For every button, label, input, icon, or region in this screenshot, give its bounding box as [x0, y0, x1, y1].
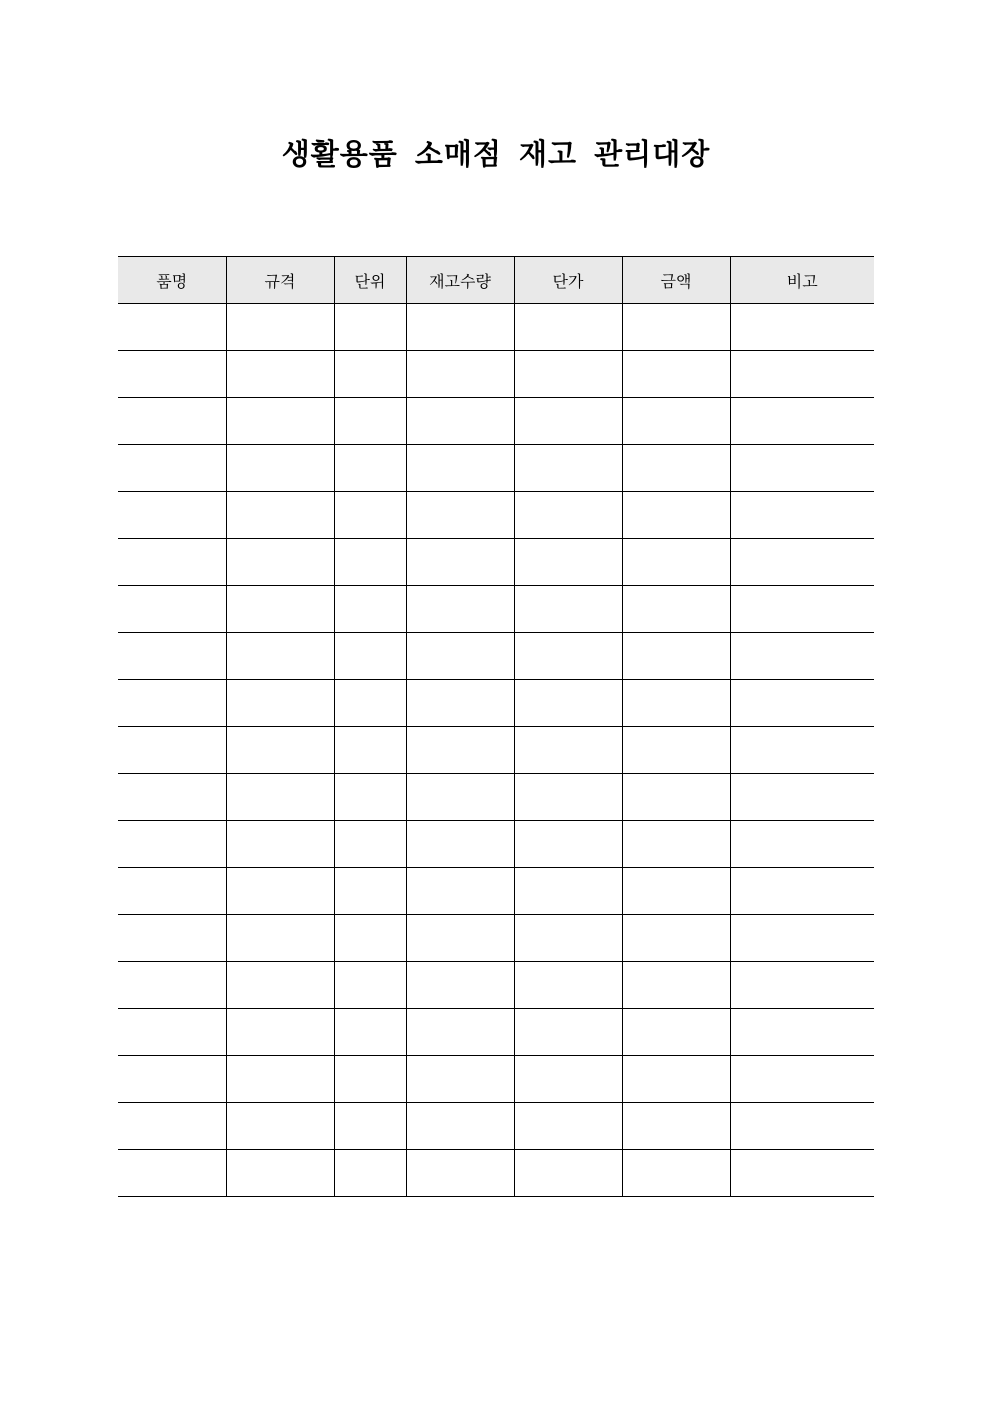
table-cell: [514, 586, 622, 633]
table-cell: [730, 821, 874, 868]
column-header-amount: 금액: [622, 257, 730, 304]
table-cell: [622, 680, 730, 727]
table-cell: [118, 1056, 226, 1103]
table-cell: [730, 915, 874, 962]
table-cell: [334, 633, 406, 680]
table-cell: [730, 398, 874, 445]
table-cell: [406, 962, 514, 1009]
table-cell: [334, 1103, 406, 1150]
column-header-remarks: 비고: [730, 257, 874, 304]
table-cell: [622, 445, 730, 492]
table-cell: [622, 539, 730, 586]
table-cell: [334, 1056, 406, 1103]
table-cell: [622, 492, 730, 539]
table-cell: [118, 821, 226, 868]
table-cell: [226, 398, 334, 445]
table-cell: [622, 774, 730, 821]
table-cell: [406, 304, 514, 351]
table-cell: [730, 445, 874, 492]
table-cell: [226, 539, 334, 586]
inventory-ledger-table: [118, 256, 874, 1197]
table-cell: [622, 1009, 730, 1056]
column-header-spec: 규격: [226, 257, 334, 304]
table-cell: [514, 398, 622, 445]
table-row: [118, 633, 874, 680]
table-cell: [514, 539, 622, 586]
table-row: [118, 1009, 874, 1056]
table-cell: [514, 962, 622, 1009]
table-cell: [406, 868, 514, 915]
table-row: [118, 1103, 874, 1150]
table-cell: [226, 774, 334, 821]
table-cell: [334, 774, 406, 821]
table-cell: [334, 304, 406, 351]
table-cell: [118, 539, 226, 586]
table-cell: [334, 1150, 406, 1197]
table-cell: [226, 727, 334, 774]
table-row: [118, 962, 874, 1009]
table-cell: [406, 586, 514, 633]
table-cell: [514, 1103, 622, 1150]
table-cell: [226, 351, 334, 398]
table-row: [118, 915, 874, 962]
table-cell: [730, 727, 874, 774]
table-cell: [406, 1056, 514, 1103]
table-cell: [406, 1103, 514, 1150]
table-row: [118, 492, 874, 539]
table-cell: [406, 915, 514, 962]
table-cell: [730, 586, 874, 633]
table-cell: [118, 774, 226, 821]
table-cell: [118, 445, 226, 492]
table-cell: [226, 1056, 334, 1103]
table-cell: [514, 727, 622, 774]
table-row: [118, 539, 874, 586]
table-cell: [118, 351, 226, 398]
table-cell: [622, 868, 730, 915]
table-cell: [730, 633, 874, 680]
table-cell: [730, 351, 874, 398]
table-row: [118, 821, 874, 868]
table-cell: [406, 539, 514, 586]
table-cell: [514, 492, 622, 539]
table-cell: [514, 821, 622, 868]
table-cell: [406, 351, 514, 398]
table-cell: [622, 727, 730, 774]
table-cell: [406, 680, 514, 727]
table-cell: [730, 1103, 874, 1150]
table-cell: [406, 1150, 514, 1197]
table-cell: [622, 633, 730, 680]
table-cell: [406, 821, 514, 868]
table-cell: [118, 680, 226, 727]
table-cell: [334, 351, 406, 398]
table-cell: [118, 1103, 226, 1150]
table-cell: [406, 398, 514, 445]
table-cell: [514, 351, 622, 398]
table-row: [118, 1150, 874, 1197]
table-cell: [118, 868, 226, 915]
table-cell: [514, 633, 622, 680]
table-cell: [730, 492, 874, 539]
table-cell: [118, 633, 226, 680]
table-row: [118, 445, 874, 492]
table-body: [118, 304, 874, 1197]
table-cell: [622, 351, 730, 398]
table-cell: [730, 962, 874, 1009]
document-title: 생활용품 소매점 재고 관리대장: [281, 137, 711, 171]
table-cell: [226, 915, 334, 962]
table-cell: [118, 962, 226, 1009]
table-cell: [622, 1103, 730, 1150]
table-cell: [118, 304, 226, 351]
table-cell: [730, 1056, 874, 1103]
table-cell: [406, 727, 514, 774]
table-cell: [406, 633, 514, 680]
table-row: [118, 680, 874, 727]
table-cell: [730, 1009, 874, 1056]
column-header-unit: 단위: [334, 257, 406, 304]
table-cell: [226, 1150, 334, 1197]
table-cell: [622, 1150, 730, 1197]
table-cell: [334, 727, 406, 774]
table-cell: [730, 868, 874, 915]
table-cell: [334, 1009, 406, 1056]
table-cell: [118, 586, 226, 633]
table-cell: [118, 492, 226, 539]
table-cell: [730, 680, 874, 727]
table-cell: [334, 492, 406, 539]
table-cell: [514, 680, 622, 727]
table-cell: [730, 304, 874, 351]
table-cell: [514, 1009, 622, 1056]
table-cell: [118, 727, 226, 774]
table-row: [118, 586, 874, 633]
table-cell: [730, 1150, 874, 1197]
table-cell: [622, 398, 730, 445]
table-cell: [226, 1009, 334, 1056]
table-cell: [226, 680, 334, 727]
table-header-row: [118, 257, 874, 304]
table-cell: [514, 1150, 622, 1197]
table-row: [118, 398, 874, 445]
table-cell: [730, 539, 874, 586]
table-cell: [622, 1056, 730, 1103]
table-row: [118, 868, 874, 915]
table-cell: [514, 868, 622, 915]
table-row: [118, 304, 874, 351]
table-cell: [226, 304, 334, 351]
table-cell: [514, 774, 622, 821]
column-header-item-name: 품명: [118, 257, 226, 304]
table-cell: [226, 821, 334, 868]
table-cell: [226, 962, 334, 1009]
table-cell: [334, 915, 406, 962]
table-cell: [226, 492, 334, 539]
table-cell: [226, 633, 334, 680]
table-cell: [730, 774, 874, 821]
table-cell: [334, 398, 406, 445]
table-cell: [118, 1009, 226, 1056]
table-cell: [622, 915, 730, 962]
table-cell: [334, 586, 406, 633]
table-cell: [118, 398, 226, 445]
table-cell: [622, 821, 730, 868]
table-cell: [406, 445, 514, 492]
table-cell: [406, 492, 514, 539]
table-cell: [514, 304, 622, 351]
table-cell: [226, 868, 334, 915]
table-cell: [226, 586, 334, 633]
table-cell: [514, 445, 622, 492]
table-cell: [334, 445, 406, 492]
table-cell: [334, 539, 406, 586]
table-cell: [226, 1103, 334, 1150]
table-cell: [622, 962, 730, 1009]
table-cell: [514, 1056, 622, 1103]
table-row: [118, 351, 874, 398]
table-cell: [334, 680, 406, 727]
table-cell: [334, 868, 406, 915]
table-cell: [514, 915, 622, 962]
column-header-unit-price: 단가: [514, 257, 622, 304]
table-cell: [406, 1009, 514, 1056]
table-row: [118, 727, 874, 774]
table-cell: [118, 915, 226, 962]
column-header-stock-quantity: 재고수량: [406, 257, 514, 304]
table-cell: [226, 445, 334, 492]
table-cell: [622, 586, 730, 633]
table-row: [118, 774, 874, 821]
table-row: [118, 1056, 874, 1103]
table-cell: [406, 774, 514, 821]
table-cell: [118, 1150, 226, 1197]
table-cell: [334, 962, 406, 1009]
table-cell: [622, 304, 730, 351]
table-cell: [334, 821, 406, 868]
